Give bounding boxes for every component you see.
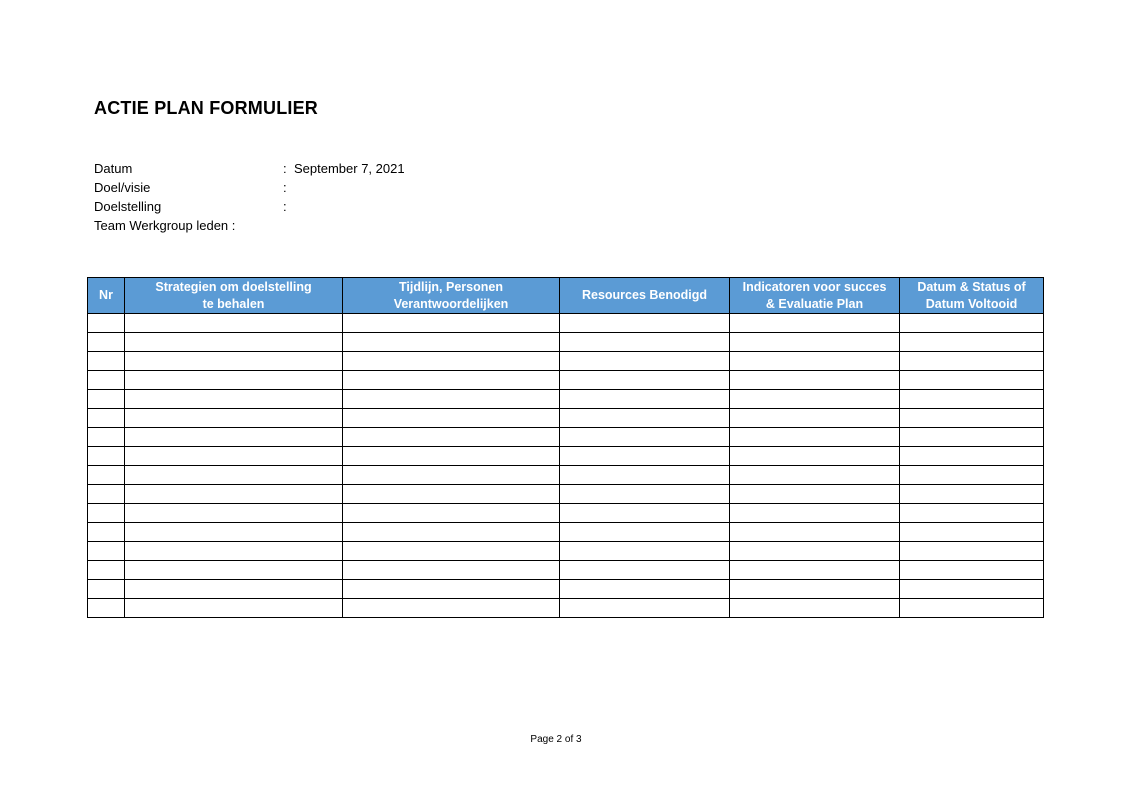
table-cell[interactable] — [88, 561, 125, 580]
table-cell[interactable] — [343, 390, 560, 409]
table-cell[interactable] — [730, 504, 900, 523]
table-cell[interactable] — [343, 333, 560, 352]
field-datum — [94, 159, 594, 178]
table-row — [88, 333, 1044, 352]
table-cell[interactable] — [900, 371, 1044, 390]
table-cell[interactable] — [125, 542, 343, 561]
table-cell[interactable] — [88, 599, 125, 618]
field-doel-visie — [94, 178, 594, 197]
action-plan-table — [87, 277, 1044, 618]
table-row — [88, 352, 1044, 371]
table-row — [88, 428, 1044, 447]
table-cell[interactable] — [900, 447, 1044, 466]
table-cell[interactable] — [88, 447, 125, 466]
table-cell[interactable] — [125, 447, 343, 466]
document-title: ACTIE PLAN FORMULIER — [94, 98, 318, 118]
table-row — [88, 371, 1044, 390]
table-cell[interactable] — [125, 523, 343, 542]
table-row — [88, 580, 1044, 599]
table-row — [88, 447, 1044, 466]
table-cell[interactable] — [88, 371, 125, 390]
table-cell[interactable] — [900, 523, 1044, 542]
table-cell[interactable] — [125, 504, 343, 523]
table-cell[interactable] — [125, 333, 343, 352]
table-cell[interactable] — [88, 409, 125, 428]
column-header-tijdlijn — [343, 278, 560, 314]
table-cell[interactable] — [730, 314, 900, 333]
field-value-date: September 7, 2021 — [294, 161, 405, 176]
table-cell[interactable] — [730, 599, 900, 618]
table-cell[interactable] — [125, 409, 343, 428]
table-cell[interactable] — [343, 352, 560, 371]
table-cell[interactable] — [343, 466, 560, 485]
table-cell[interactable] — [730, 447, 900, 466]
table-cell[interactable] — [88, 390, 125, 409]
table-cell[interactable] — [560, 371, 730, 390]
header-line: Indicatoren voor succes — [742, 279, 887, 294]
table-row — [88, 390, 1044, 409]
table-cell[interactable] — [125, 428, 343, 447]
table-cell[interactable] — [560, 447, 730, 466]
table-cell[interactable] — [730, 390, 900, 409]
table-cell[interactable] — [343, 485, 560, 504]
table-cell[interactable] — [125, 485, 343, 504]
field-team-werkgroup — [94, 216, 594, 235]
table-cell[interactable] — [125, 466, 343, 485]
table-cell[interactable] — [900, 485, 1044, 504]
table-cell[interactable] — [900, 352, 1044, 371]
table-cell[interactable] — [88, 333, 125, 352]
table-cell[interactable] — [900, 504, 1044, 523]
column-header-datum-status — [900, 278, 1044, 314]
table-cell[interactable] — [730, 333, 900, 352]
table-cell[interactable] — [88, 352, 125, 371]
table-cell[interactable] — [900, 428, 1044, 447]
table-cell[interactable] — [560, 428, 730, 447]
header-line: Strategien om doelstelling — [155, 279, 312, 294]
table-cell[interactable] — [560, 333, 730, 352]
table-cell[interactable] — [730, 485, 900, 504]
table-cell[interactable] — [343, 561, 560, 580]
column-header-nr — [88, 278, 125, 314]
table-row — [88, 485, 1044, 504]
table-cell[interactable] — [900, 561, 1044, 580]
table-cell[interactable] — [88, 542, 125, 561]
column-header-strategien — [125, 278, 343, 314]
table-cell[interactable] — [88, 314, 125, 333]
table-cell[interactable] — [125, 580, 343, 599]
table-row — [88, 409, 1044, 428]
table-cell[interactable] — [343, 371, 560, 390]
table-cell[interactable] — [343, 504, 560, 523]
table-cell[interactable] — [730, 542, 900, 561]
table-cell[interactable] — [125, 599, 343, 618]
header-line: Verantwoordelijken — [393, 296, 509, 311]
table-cell[interactable] — [730, 352, 900, 371]
table-cell[interactable] — [343, 542, 560, 561]
table-cell[interactable] — [343, 580, 560, 599]
page-number: Page 2 of 3 — [530, 734, 582, 745]
table-cell[interactable] — [343, 599, 560, 618]
table-cell[interactable] — [730, 523, 900, 542]
header-line: Nr — [99, 288, 113, 302]
table-cell[interactable] — [560, 561, 730, 580]
table-cell[interactable] — [343, 409, 560, 428]
field-label: Datum — [94, 161, 133, 176]
field-label: Team Werkgroup leden : — [94, 218, 236, 233]
header-line: Resources Benodigd — [581, 288, 708, 302]
table-cell[interactable] — [560, 409, 730, 428]
field-doelstelling — [94, 197, 594, 216]
column-header-resources — [560, 278, 730, 314]
table-cell[interactable] — [560, 466, 730, 485]
table-cell[interactable] — [88, 523, 125, 542]
table-cell[interactable] — [730, 409, 900, 428]
header-line: Tijdlijn, Personen — [399, 279, 503, 294]
table-cell[interactable] — [560, 504, 730, 523]
table-cell[interactable] — [560, 523, 730, 542]
table-row — [88, 314, 1044, 333]
table-row — [88, 466, 1044, 485]
header-line: te behalen — [202, 296, 265, 311]
table-cell[interactable] — [560, 390, 730, 409]
table-cell[interactable] — [560, 352, 730, 371]
table-cell[interactable] — [88, 466, 125, 485]
table-cell[interactable] — [900, 466, 1044, 485]
table-cell[interactable] — [560, 542, 730, 561]
field-colon: : — [283, 199, 287, 214]
table-cell[interactable] — [343, 314, 560, 333]
table-cell[interactable] — [343, 428, 560, 447]
table-cell[interactable] — [125, 352, 343, 371]
table-cell[interactable] — [125, 561, 343, 580]
table-cell[interactable] — [88, 580, 125, 599]
table-cell[interactable] — [730, 371, 900, 390]
table-cell[interactable] — [88, 485, 125, 504]
table-cell[interactable] — [125, 390, 343, 409]
table-cell[interactable] — [560, 314, 730, 333]
header-line: Datum & Status of — [917, 279, 1026, 294]
table-cell[interactable] — [560, 485, 730, 504]
table-cell[interactable] — [560, 580, 730, 599]
table-cell[interactable] — [900, 580, 1044, 599]
table-cell[interactable] — [88, 504, 125, 523]
table-cell[interactable] — [900, 314, 1044, 333]
table-cell[interactable] — [900, 542, 1044, 561]
table-row — [88, 599, 1044, 618]
table-cell[interactable] — [88, 428, 125, 447]
table-cell[interactable] — [900, 333, 1044, 352]
table-cell[interactable] — [900, 409, 1044, 428]
field-colon: : — [283, 161, 287, 176]
table-cell[interactable] — [900, 390, 1044, 409]
table-row — [88, 561, 1044, 580]
table-header-row — [88, 278, 1044, 314]
table-cell[interactable] — [730, 580, 900, 599]
table-cell[interactable] — [730, 466, 900, 485]
table-cell[interactable] — [343, 523, 560, 542]
field-label: Doelstelling — [94, 199, 162, 214]
header-line: & Evaluatie Plan — [765, 296, 864, 311]
table-cell[interactable] — [125, 314, 343, 333]
table-cell[interactable] — [560, 599, 730, 618]
table-cell[interactable] — [125, 371, 343, 390]
table-cell[interactable] — [343, 447, 560, 466]
table-row — [88, 542, 1044, 561]
column-header-indicatoren — [730, 278, 900, 314]
field-colon: : — [283, 180, 287, 195]
table-row — [88, 523, 1044, 542]
table-row — [88, 504, 1044, 523]
table-body — [88, 314, 1044, 618]
table-cell[interactable] — [900, 599, 1044, 618]
table-cell[interactable] — [730, 561, 900, 580]
header-line: Datum Voltooid — [925, 296, 1018, 311]
field-label: Doel/visie — [94, 180, 151, 195]
table-cell[interactable] — [730, 428, 900, 447]
